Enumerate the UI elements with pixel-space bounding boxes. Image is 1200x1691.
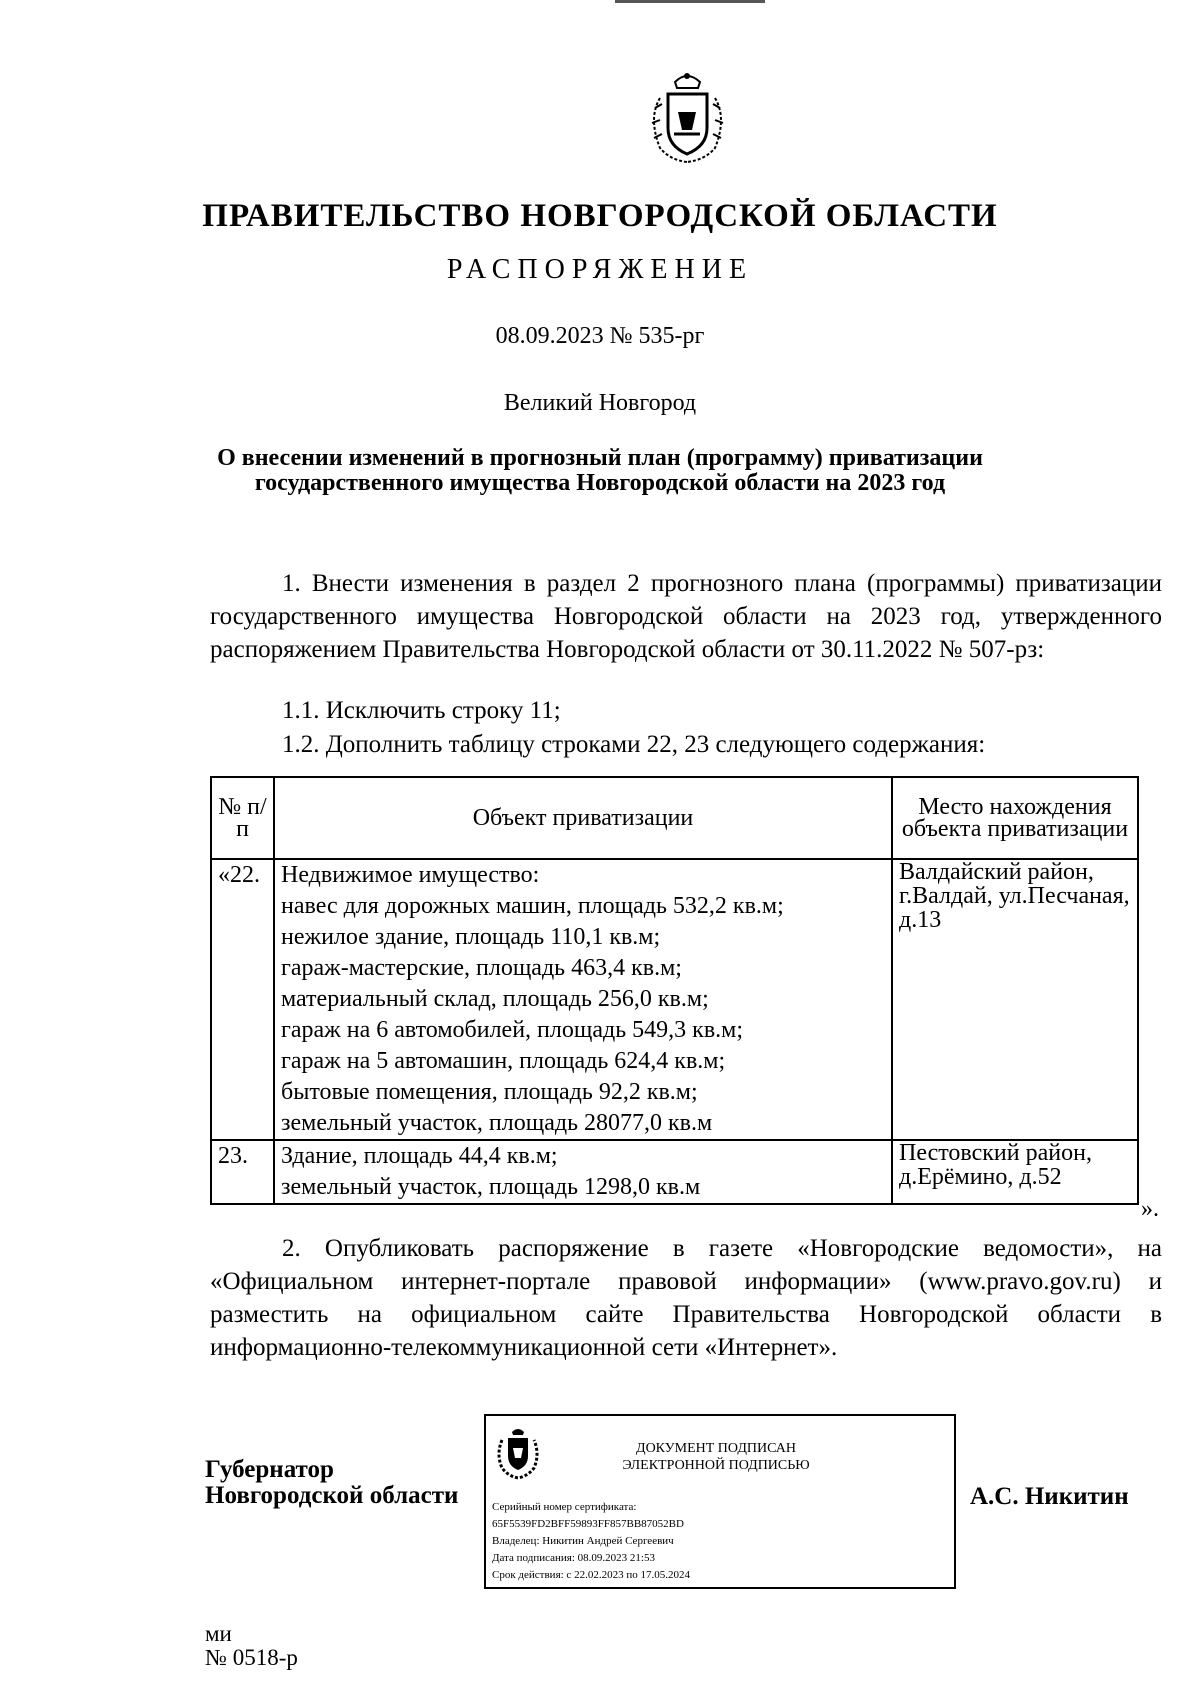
stamp-emblem-icon xyxy=(494,1424,542,1480)
object-line: материальный склад, площадь 256,0 кв.м; xyxy=(281,986,709,1012)
table-row xyxy=(211,859,1138,1140)
document-type: РАСПОРЯЖЕНИЕ xyxy=(446,254,754,285)
document-footer xyxy=(205,1622,298,1670)
row-object xyxy=(274,1140,892,1204)
table-header-row xyxy=(211,777,1138,859)
row-number: 23. xyxy=(211,1140,274,1204)
object-line: бытовые помещения, площадь 92,2 кв.м; xyxy=(281,1079,698,1105)
signatory-name: А.С. Никитин xyxy=(970,1483,1129,1510)
heading-line-1: О внесении изменений в прогнозный план (программу) приватизации xyxy=(217,445,983,471)
paragraph-1: 1. Внести изменения в раздел 2 прогнозного плана (программы) приватизации государственного имущества Новгородской области на 2023 год, утвержденного распоряжением Правительства Новгородской области от 30.11.2022 № 507-рз: xyxy=(210,570,1162,663)
table-row xyxy=(211,1140,1138,1204)
paragraph-2: 2. Опубликовать распоряжение в газете «Новгородские ведомости», на «Официальном интернет-портале правовой информации» (www.pravo.gov.ru) и разместить на официальном сайте Правительства Новгородской области в информационно-телекоммуникационной сети «Интернет». xyxy=(210,1235,1162,1361)
stamp-validity: Срок действия: с 22.02.2023 по 17.05.2024 xyxy=(492,1569,690,1581)
document-date-number: 08.09.2023 № 535-рг xyxy=(495,323,705,349)
object-line: навес для дорожных машин, площадь 532,2 кв.м; xyxy=(281,893,784,919)
object-line: нежилое здание, площадь 110,1 кв.м; xyxy=(281,924,661,950)
stamp-title-line-1: ДОКУМЕНТ ПОДПИСАН xyxy=(636,1441,796,1456)
stamp-owner: Владелец: Никитин Андрей Сергеевич xyxy=(492,1535,674,1547)
object-line: Недвижимое имущество: xyxy=(281,862,540,888)
heading-line-2: государственного имущества Новгородской области на 2023 год xyxy=(254,470,946,496)
object-line: земельный участок, площадь 1298,0 кв.м xyxy=(281,1174,701,1200)
header-number: № п/п xyxy=(211,777,274,859)
object-line: Здание, площадь 44,4 кв.м; xyxy=(281,1143,558,1169)
object-line: земельный участок, площадь 28077,0 кв.м xyxy=(281,1110,713,1136)
authority-title: ПРАВИТЕЛЬСТВО НОВГОРОДСКОЙ ОБЛАСТИ xyxy=(202,198,998,234)
table-closing-quote: ». xyxy=(1141,1196,1159,1222)
header-location: Место нахождения объекта приватизации xyxy=(892,777,1138,859)
object-line: гараж на 5 автомашин, площадь 624,4 кв.м; xyxy=(281,1048,726,1074)
document-heading xyxy=(0,446,1200,496)
document-city: Великий Новгород xyxy=(503,390,697,416)
stamp-title-line-2: ЭЛЕКТРОННОЙ ПОДПИСЬЮ xyxy=(622,1458,810,1473)
object-line: гараж-мастерские, площадь 463,4 кв.м; xyxy=(281,955,682,981)
paragraph-1-2: 1.2. Дополнить таблицу строками 22, 23 следующего содержания: xyxy=(282,731,986,758)
row-number: «22. xyxy=(211,859,274,1140)
row-location: Валдайский район, г.Валдай, ул.Песчаная, д.13 xyxy=(892,859,1138,1140)
row-object xyxy=(274,859,892,1140)
row-location: Пестовский район, д.Ерёмино, д.52 xyxy=(892,1140,1138,1204)
electronic-signature-stamp xyxy=(484,1414,956,1589)
stamp-serial-label: Серийный номер сертификата: xyxy=(492,1501,637,1513)
top-scan-line xyxy=(615,0,765,3)
stamp-title xyxy=(566,1440,866,1474)
stamp-signed-date: Дата подписания: 08.09.2023 21:53 xyxy=(492,1552,655,1564)
signatory-position xyxy=(205,1457,458,1509)
footer-initials: ми xyxy=(205,1621,232,1646)
position-line-2: Новгородской области xyxy=(205,1482,459,1509)
object-line: гараж на 6 автомобилей, площадь 549,3 кв.м; xyxy=(281,1017,743,1043)
coat-of-arms-emblem xyxy=(640,68,735,168)
paragraph-1-1: 1.1. Исключить строку 11; xyxy=(282,697,561,724)
header-object: Объект приватизации xyxy=(274,777,892,859)
footer-number: № 0518-р xyxy=(205,1645,298,1670)
privatization-table xyxy=(210,776,1139,1205)
stamp-serial: 65F5539FD2BFF59893FF857BB87052BD xyxy=(492,1518,684,1530)
position-line-1: Губернатор xyxy=(205,1456,334,1483)
